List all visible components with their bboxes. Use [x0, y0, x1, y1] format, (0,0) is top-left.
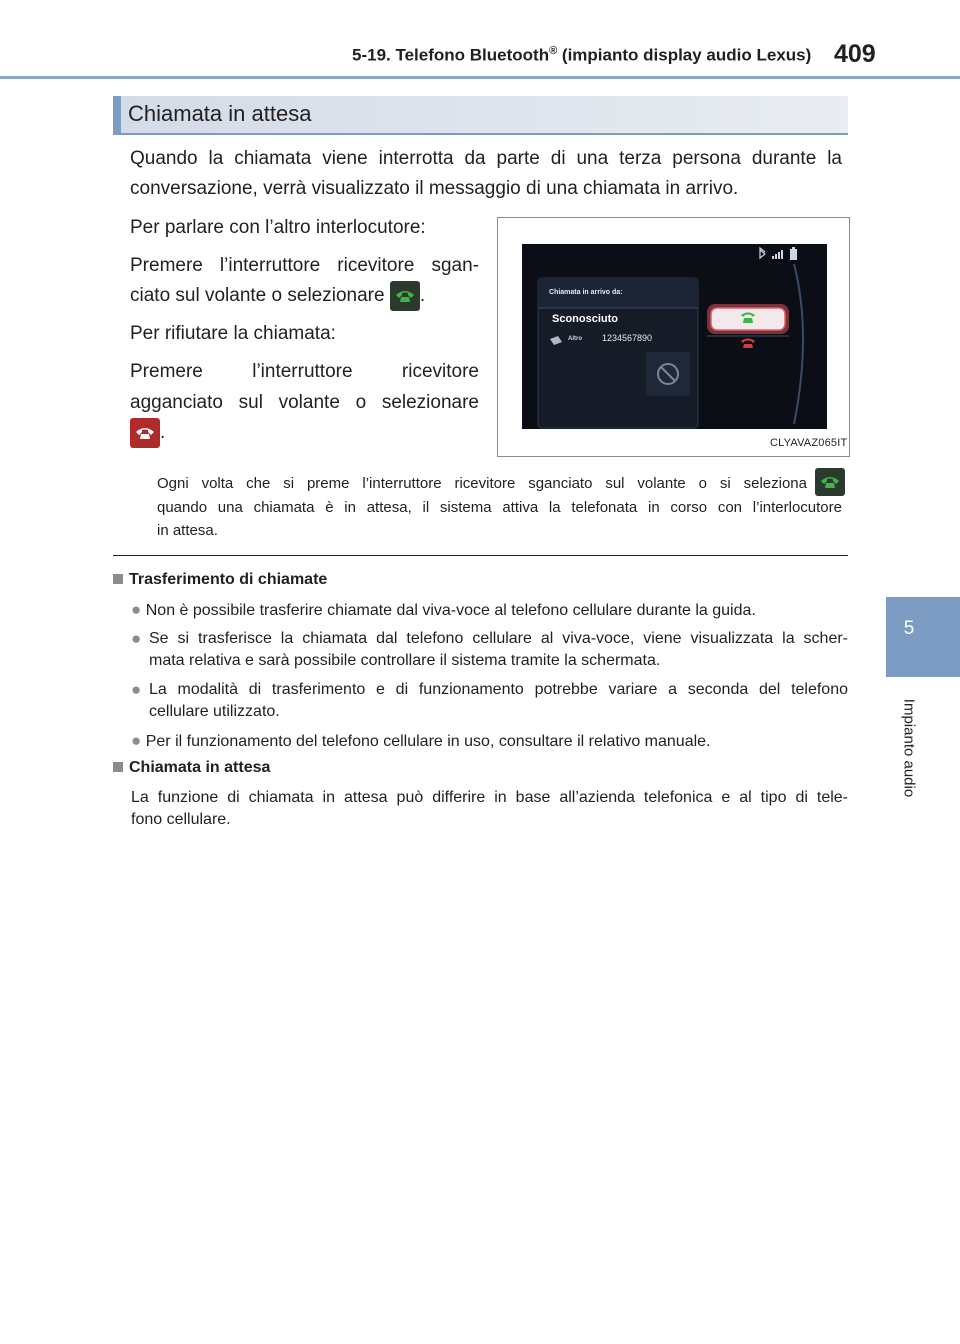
- section-divider: [113, 555, 848, 556]
- talk-line-1: Premere l’interruttore ricevitore sgan-: [130, 255, 479, 276]
- phone-reject-icon: [135, 426, 155, 440]
- bullet-dot-icon: ●: [131, 731, 142, 750]
- bullet-3-line-1: La modalità di trasferimento e di funzionamento potrebbe variare a seconda del telefono: [149, 681, 848, 698]
- chapter-tab-label: Impianto audio: [900, 698, 918, 798]
- bullet-2-line-1: Se si trasferisce la chiamata dal telefono cellulare al viva-voce, viene visualizzata la scher-: [149, 630, 848, 647]
- bullet-dot-icon: ●: [131, 629, 142, 648]
- chapter-title: 5-19. Telefono Bluetooth® (impianto display audio Lexus): [352, 45, 812, 65]
- page-number: 409: [834, 40, 876, 68]
- chapter-tab-number: 5: [903, 618, 915, 639]
- section-header-bar: [113, 96, 121, 135]
- phone-accept-icon: [820, 475, 840, 489]
- reject-heading: Per rifiutare la chiamata:: [130, 323, 336, 344]
- audio-display-screen: [522, 244, 827, 429]
- bullet-dot-icon: ●: [131, 680, 142, 699]
- phone-accept-icon: [395, 289, 415, 303]
- intro-line-1: Quando la chiamata viene interrotta da parte di una terza persona durante la: [130, 148, 842, 169]
- bullet-4: ● Per il funzionamento del telefono cellulare in uso, consultare il relativo manuale.: [131, 731, 711, 750]
- reject-line-3: .: [130, 418, 165, 448]
- note-line-2: quando una chiamata è in attesa, il sistema attiva la telefonata in corso con l’interlocutore: [157, 499, 842, 516]
- caller-name: Sconosciuto: [552, 313, 619, 325]
- reject-line-2: agganciato sul volante o selezionare: [130, 392, 479, 413]
- accept-call-button: [390, 281, 420, 311]
- note-line-1: Ogni volta che si preme l’interruttore ricevitore sganciato sul volante o si seleziona: [157, 475, 807, 492]
- caller-number: 1234567890: [602, 333, 653, 343]
- talk-line-2: ciato sul volante o selezionare .: [130, 281, 425, 311]
- square-bullet-icon: [113, 574, 123, 584]
- header-rule: [0, 76, 960, 79]
- call-waiting-line-2: fono cellulare.: [131, 811, 231, 828]
- talk-heading: Per parlare con l’altro interlocutore:: [130, 217, 426, 238]
- bullet-3: [131, 679, 141, 702]
- reject-call-button: [130, 418, 160, 448]
- phone-type-label: Altro: [568, 336, 582, 342]
- incoming-call-label: Chiamata in arrivo da:: [549, 289, 623, 296]
- square-bullet-icon: [113, 762, 123, 772]
- reject-line-1: Premere l’interruttore ricevitore: [130, 361, 479, 382]
- note-line-3: in attesa.: [157, 522, 218, 539]
- note-accept-button: [815, 468, 845, 496]
- bullet-dot-icon: ●: [131, 600, 142, 619]
- section-title: Chiamata in attesa: [128, 101, 312, 126]
- call-waiting-line-1: La funzione di chiamata in attesa può differire in base all’azienda telefonica e al tipo di tele-: [131, 789, 848, 806]
- bullet-2-line-2: mata relativa e sarà possibile controllare il sistema tramite la schermata.: [149, 652, 661, 669]
- subheading-transfer: Trasferimento di chiamate: [113, 571, 327, 589]
- intro-line-2: conversazione, verrà visualizzato il messaggio di una chiamata in arrivo.: [130, 178, 739, 199]
- image-code: CLYAVAZ065IT: [770, 437, 848, 449]
- bullet-2: [131, 628, 141, 651]
- subheading-call-waiting: Chiamata in attesa: [113, 759, 270, 777]
- bullet-1: ● Non è possibile trasferire chiamate dal viva-voce al telefono cellulare durante la guida.: [131, 600, 756, 619]
- bullet-3-line-2: cellulare utilizzato.: [149, 703, 280, 720]
